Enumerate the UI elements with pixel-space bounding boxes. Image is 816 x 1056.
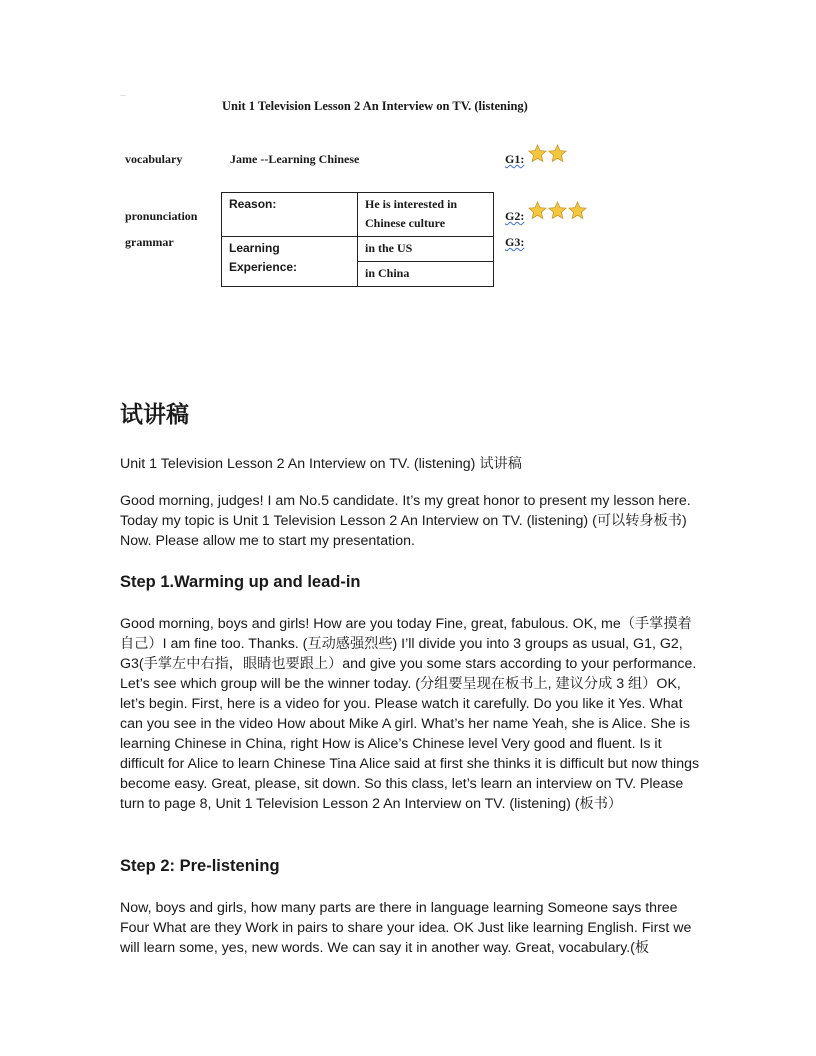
star-icon xyxy=(528,144,547,163)
step-1-text: Good morning, boys and girls! How are you today Fine, great, fabulous. OK, me（手掌摸着自己）I am fine too. Thanks. (互动感强烈些) I’ll divide you into 3 groups as usual, G1, G2, G3(手掌左中右指，眼睛也要跟上）and give you some stars according to your performance. Let’s see which group will be the winner today. (分组要呈现在板书上, 建议分成 3 组）OK, let’s begin. First, here is a video for you. Please watch it carefully. Do you like it Yes. What can you see in the video How about Mike A girl. What’s her name Yeah, she is Alice. She is learning Chinese in China, right How is Alice’s Chinese level Very good and fluent. Is it difficult for Alice to learn Chinese Tina Alice said at first she thinks it is difficult but now things become easy. Great, please, sit down. So this class, let’s learn an interview on TV. Please turn to page 8, Unit 1 Television Lesson 2 An Interview on TV. (listening) (板书） xyxy=(120,616,700,812)
group-g3-label: G3: xyxy=(505,235,525,249)
board-table xyxy=(221,192,494,287)
experience-china: in China xyxy=(358,262,494,287)
board-title: Unit 1 Television Lesson 2 An Interview on TV. (listening) xyxy=(222,99,528,113)
star-icon xyxy=(528,201,547,220)
group-g1-stars xyxy=(528,144,567,163)
group-g1-label: G1: xyxy=(505,152,525,166)
experience-label: Learning Experience: xyxy=(222,237,358,287)
experience-us: in the US xyxy=(358,237,494,262)
group-g2-label: G2: xyxy=(505,209,525,223)
step-1-title: Step 1.Warming up and lead-in xyxy=(120,573,361,591)
label-vocabulary: vocabulary xyxy=(125,152,183,166)
script-subtitle: Unit 1 Television Lesson 2 An Interview on TV. (listening) 试讲稿 xyxy=(120,456,522,472)
star-icon xyxy=(568,201,587,220)
group-g2-stars xyxy=(528,201,587,220)
board-topic: Jame --Learning Chinese xyxy=(230,152,360,166)
star-icon xyxy=(548,201,567,220)
label-grammar: grammar xyxy=(125,235,174,249)
reason-label: Reason: xyxy=(222,193,358,237)
tiny-mark: … xyxy=(120,92,126,98)
step-2-text: Now, boys and girls, how many parts are there in language learning Someone says three Four What are they Work in pairs to share your idea. OK Just like learning English. First we will learn some, yes, new words. We can say it in another way. Great, vocabulary.(板 xyxy=(120,900,692,956)
script-heading: 试讲稿 xyxy=(120,401,189,427)
star-icon xyxy=(548,144,567,163)
script-intro: Good morning, judges! I am No.5 candidate. It’s my great honor to present my lesson here. Today my topic is Unit 1 Television Lesson 2 An Interview on TV. (listening) (可以转身板书) Now. Please allow me to start my presentation. xyxy=(120,493,691,549)
step-2-title: Step 2: Pre-listening xyxy=(120,857,280,875)
label-pronunciation: pronunciation xyxy=(125,209,198,223)
reason-value: He is interested in Chinese culture xyxy=(358,193,494,237)
